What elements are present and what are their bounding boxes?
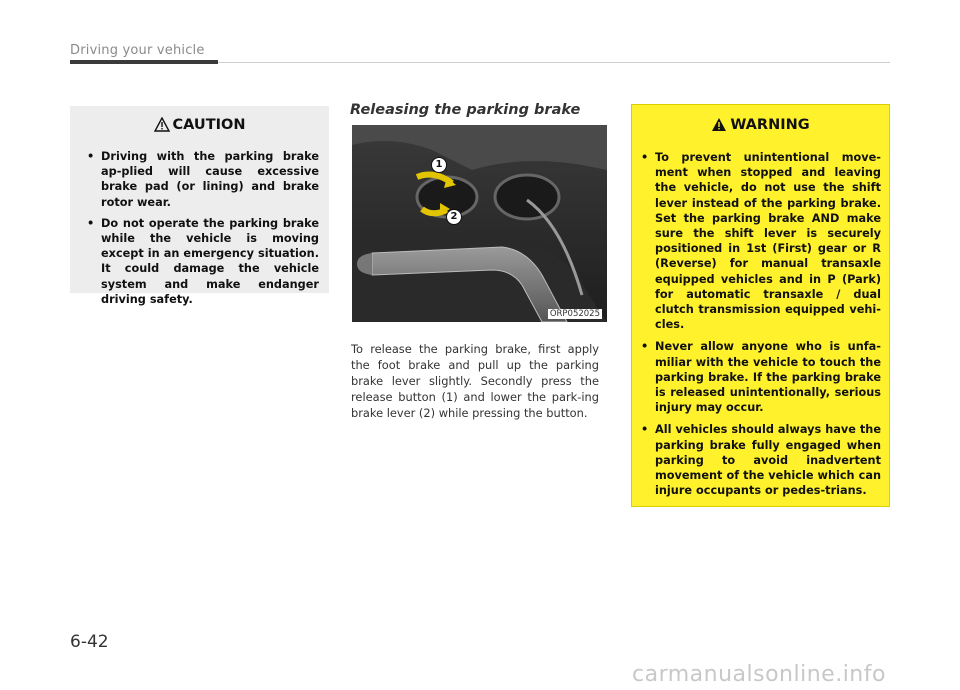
section-header-title: Driving your vehicle: [70, 43, 205, 58]
warning-bullet: • Never allow anyone who is unfa-miliar with the vehicle to touch the parking brake. If the parking brake is released unintentionally, serious injury may occur.: [641, 340, 881, 415]
watermark: carmanualsonline.info: [632, 662, 886, 687]
caution-heading: [70, 117, 329, 133]
caution-title: CAUTION: [172, 117, 246, 133]
header-bar: [70, 60, 218, 64]
caution-box: [70, 106, 329, 306]
callout-2: 2: [446, 209, 462, 225]
warning-triangle-outline-icon: [154, 117, 170, 132]
caution-bullet: • Do not operate the parking brake while the vehicle is moving except in an emergency situation. It could damage the vehicle system and make endanger driving safety.: [87, 216, 319, 306]
warning-heading: [632, 117, 889, 133]
release-instructions-text: To release the parking brake, first apply the foot brake and pull up the parking brake lever slightly. Secondly press the release button (1) and lower the park-ing brake lever (2) while pressing the button.: [351, 342, 599, 420]
warning-bullet: • To prevent unintentional move-ment when stopped and leaving the vehicle, do not use the shift lever instead of the parking brake. Set the parking brake AND make sure the shift lever is securely positioned in 1st (First) gear or R (Reverse) for manual transaxle equipped vehicles and in P (Park) for automatic transaxle / dual clutch transmission equipped vehi-cles.: [641, 151, 881, 332]
warning-triangle-filled-icon: [711, 117, 727, 132]
warning-title: WARNING: [730, 117, 810, 133]
warning-bullet-list: [641, 150, 881, 505]
warning-bullet: • All vehicles should always have the parking brake fully engaged when parking to avoid inadvertent movement of the vehicle which can injure occupants or pedes-trians.: [641, 423, 881, 498]
section-title: Releasing the parking brake: [350, 102, 581, 118]
caution-bullet: • Driving with the parking brake ap-plied will cause excessive brake pad (or lining) and brake rotor wear.: [87, 150, 319, 209]
parking-brake-photo: [352, 125, 607, 322]
callout-1: 1: [431, 157, 447, 173]
page-number: 6-42: [70, 632, 109, 652]
warning-box: [631, 104, 890, 507]
header-rule: [218, 62, 890, 63]
image-code-label: ORP052025: [549, 309, 600, 319]
caution-bullet-list: [87, 149, 319, 313]
